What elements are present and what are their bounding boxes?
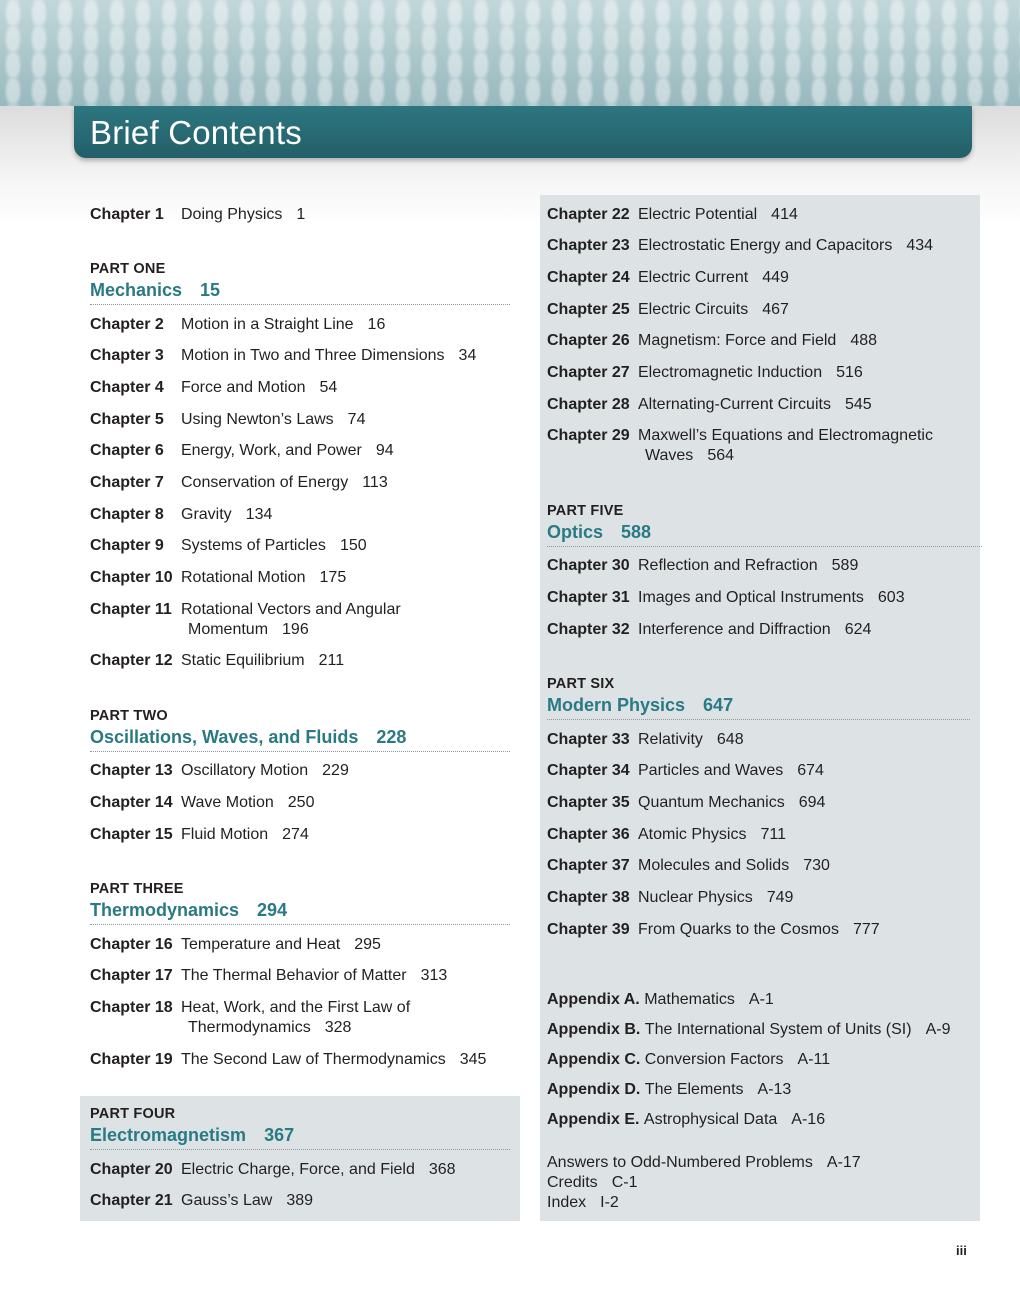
chapter-title: Gauss’s Law (181, 1192, 273, 1209)
chapter-label: Chapter 29 (547, 427, 630, 444)
page-number: A-17 (826, 1154, 861, 1171)
page-number: 603 (877, 589, 905, 606)
chapter-label: Chapter 26 (547, 332, 630, 349)
chapter-label: Chapter 7 (90, 474, 164, 491)
page-number: 564 (707, 447, 735, 464)
chapter-label: Chapter 33 (547, 731, 630, 748)
chapter-title: The Thermal Behavior of Matter (181, 967, 407, 984)
part-label: PART SIX (547, 676, 615, 692)
chapter-label: Chapter 6 (90, 442, 164, 459)
chapter-title: Systems of Particles (181, 537, 326, 554)
part-label: PART FIVE (547, 503, 624, 519)
chapter-label: Chapter 27 (547, 364, 630, 381)
chapter-title: Energy, Work, and Power (181, 442, 362, 459)
chapter-label: Chapter 2 (90, 316, 164, 333)
page-number: 694 (798, 794, 826, 811)
toc-entry[interactable] (90, 378, 337, 398)
chapter-label: Chapter 31 (547, 589, 630, 606)
chapter-title: Oscillatory Motion (181, 762, 309, 779)
chapter-title: Particles and Waves (638, 762, 784, 779)
toc-entry[interactable] (90, 793, 314, 813)
page-number: 434 (906, 237, 934, 254)
chapter-label: Chapter 13 (90, 762, 173, 779)
toc-entry[interactable] (547, 793, 825, 813)
chapter-title: Motion in a Straight Line (181, 316, 354, 333)
toc-entry[interactable] (90, 346, 476, 366)
toc-entry[interactable] (90, 761, 349, 781)
part-title[interactable] (547, 522, 982, 547)
chapter-label: Chapter 32 (547, 621, 630, 638)
chapter-label: Chapter 8 (90, 506, 164, 523)
chapter-title: Images and Optical Instruments (638, 589, 864, 606)
part-title[interactable] (90, 280, 510, 305)
page-number: 467 (762, 301, 789, 318)
back-matter-entry[interactable] (547, 1173, 637, 1193)
appendix-label: Appendix D. (547, 1081, 641, 1098)
chapter-title: Molecules and Solids (638, 857, 790, 874)
page-number: 15 (200, 280, 221, 300)
toc-entry[interactable] (547, 920, 880, 940)
back-matter-title: Credits (547, 1174, 598, 1191)
toc-entry[interactable] (547, 556, 858, 576)
appendix-title: Astrophysical Data (643, 1111, 778, 1128)
appendix-entry[interactable] (547, 1050, 830, 1070)
chapter-label: Chapter 10 (90, 569, 173, 586)
chapter-title-continued: Thermodynamics (188, 1019, 311, 1036)
chapter-title: Rotational Vectors and Angular (181, 601, 401, 618)
appendix-label: Appendix E. (547, 1111, 640, 1128)
chapter-title: Heat, Work, and the First Law of (181, 999, 411, 1016)
chapter-label: Chapter 16 (90, 936, 173, 953)
chapter-label: Chapter 15 (90, 826, 173, 843)
back-matter-title: Index (547, 1194, 587, 1211)
appendix-label: Appendix B. (547, 1021, 641, 1038)
toc-entry[interactable] (547, 363, 863, 383)
chapter-title: The Second Law of Thermodynamics (181, 1051, 446, 1068)
page-number: 345 (459, 1051, 487, 1068)
page-number: 274 (282, 826, 309, 843)
chapter-label: Chapter 28 (547, 396, 630, 413)
part-label: PART ONE (90, 261, 166, 277)
page-number: A-1 (748, 991, 774, 1008)
part-title[interactable] (90, 1125, 510, 1150)
toc-entry[interactable] (90, 1191, 313, 1211)
toc-entry[interactable] (90, 441, 394, 461)
part-title-text: Mechanics (90, 280, 183, 300)
page-number: 711 (760, 826, 786, 843)
chapter-title: Force and Motion (181, 379, 306, 396)
chapter-label: Chapter 30 (547, 557, 630, 574)
appendix-title: The International System of Units (SI) (644, 1021, 912, 1038)
chapter-title: Electric Charge, Force, and Field (181, 1161, 415, 1178)
page-number: 54 (319, 379, 338, 396)
page-number: 647 (703, 695, 734, 715)
chapter-label: Chapter 22 (547, 206, 630, 223)
page-number: 74 (347, 411, 366, 428)
toc-entry[interactable] (90, 536, 367, 556)
chapter-title: Electric Potential (638, 206, 758, 223)
chapter-label: Chapter 18 (90, 999, 173, 1016)
page-number: 648 (716, 731, 744, 748)
part-title[interactable] (547, 695, 970, 720)
toc-entry[interactable] (547, 395, 872, 415)
chapter-label: Chapter 36 (547, 826, 630, 843)
chapter-title: Fluid Motion (181, 826, 269, 843)
chapter-title: Electric Current (638, 269, 749, 286)
appendix-entry[interactable] (547, 1020, 950, 1040)
chapter-title: Quantum Mechanics (638, 794, 785, 811)
toc-entry[interactable] (547, 825, 786, 845)
chapter-title: Magnetism: Force and Field (638, 332, 837, 349)
toc-entry[interactable] (547, 888, 793, 908)
chapter-title: Alternating-Current Circuits (638, 396, 831, 413)
chapter-label: Chapter 4 (90, 379, 164, 396)
chapter-label: Chapter 12 (90, 652, 173, 669)
toc-entry[interactable] (90, 315, 385, 335)
chapter-title: Electric Circuits (638, 301, 749, 318)
page-number: A-9 (925, 1021, 951, 1038)
page-number: 674 (797, 762, 824, 779)
chapter-title-continued: Momentum (188, 621, 269, 638)
back-matter-entry[interactable] (547, 1193, 619, 1213)
part-label: PART TWO (90, 708, 168, 724)
toc-entry[interactable] (90, 1160, 456, 1180)
toc-entry[interactable] (547, 331, 877, 351)
part-title[interactable] (90, 900, 510, 925)
page-number: 488 (850, 332, 878, 349)
page-number: A-11 (797, 1051, 831, 1068)
chapter-title: Atomic Physics (638, 826, 747, 843)
page-number: 175 (319, 569, 347, 586)
part-title-text: Modern Physics (547, 695, 686, 715)
chapter-label: Chapter 38 (547, 889, 630, 906)
page-number: 250 (287, 794, 315, 811)
page-number: 777 (852, 921, 880, 938)
appendix-label: Appendix A. (547, 991, 640, 1008)
chapter-title: Electromagnetic Induction (638, 364, 823, 381)
page-number: A-16 (791, 1111, 826, 1128)
back-matter-entry[interactable] (547, 1153, 861, 1173)
title-bar (74, 106, 972, 158)
page-number: 34 (458, 347, 477, 364)
page-number: 730 (803, 857, 830, 874)
toc-entry[interactable] (547, 300, 789, 320)
page-number: 368 (428, 1161, 456, 1178)
page-number: 196 (282, 621, 309, 638)
page-number: 211 (318, 652, 345, 669)
chapter-title: Motion in Two and Three Dimensions (181, 347, 445, 364)
page-number: 16 (367, 316, 386, 333)
toc-entry[interactable] (547, 236, 933, 256)
toc-entry[interactable] (90, 473, 388, 493)
chapter-title: Wave Motion (181, 794, 274, 811)
chapter-label: Chapter 1 (90, 206, 164, 223)
appendix-entry[interactable] (547, 1110, 825, 1130)
toc-entry[interactable] (90, 935, 381, 955)
toc-entry[interactable] (90, 600, 401, 640)
page-number: 545 (844, 396, 872, 413)
toc-entry[interactable] (547, 620, 871, 640)
chapter-label: Chapter 11 (90, 601, 172, 618)
part-label: PART FOUR (90, 1106, 176, 1122)
page-title: Brief Contents (90, 114, 302, 151)
part-title-text: Optics (547, 522, 604, 542)
chapter-title: Using Newton’s Laws (181, 411, 334, 428)
toc-entry[interactable] (90, 966, 447, 986)
chapter-label: Chapter 19 (90, 1051, 173, 1068)
chapter-title-continued: Waves (645, 447, 694, 464)
part-title-text: Oscillations, Waves, and Fluids (90, 727, 359, 747)
page-number: 389 (286, 1192, 314, 1209)
chapter-label: Chapter 5 (90, 411, 164, 428)
part-title-text: Thermodynamics (90, 900, 240, 920)
toc-entry[interactable] (90, 825, 309, 845)
chapter-label: Chapter 25 (547, 301, 630, 318)
appendix-entry[interactable] (547, 1080, 791, 1100)
part-label: PART THREE (90, 881, 184, 897)
toc-entry[interactable] (547, 205, 798, 225)
toc-entry[interactable] (90, 505, 272, 525)
page-number: 294 (257, 900, 288, 920)
page-number: 295 (354, 936, 381, 953)
chapter-label: Chapter 35 (547, 794, 630, 811)
chapter-label: Chapter 14 (90, 794, 173, 811)
page-number: 749 (766, 889, 794, 906)
toc-entry[interactable] (90, 651, 344, 671)
page-number: 624 (844, 621, 872, 638)
part-title-text: Electromagnetism (90, 1125, 247, 1145)
page-number: 313 (420, 967, 448, 984)
chapter-title: From Quarks to the Cosmos (638, 921, 839, 938)
page-folio: iii (956, 1243, 967, 1258)
page-number: 449 (762, 269, 789, 286)
toc-entry[interactable] (547, 730, 744, 750)
appendix-entry[interactable] (547, 990, 774, 1010)
page-number: 229 (322, 762, 349, 779)
chapter-title: Temperature and Heat (181, 936, 341, 953)
page-number: I-2 (600, 1194, 619, 1211)
toc-entry[interactable] (90, 1050, 486, 1070)
chapter-label: Chapter 3 (90, 347, 164, 364)
chapter-title: Interference and Diffraction (638, 621, 831, 638)
page-number: 588 (621, 522, 652, 542)
page-number: 1 (296, 206, 306, 223)
toc-entry[interactable] (547, 761, 824, 781)
chapter-title: Nuclear Physics (638, 889, 753, 906)
page-number: 228 (376, 727, 407, 747)
chapter-label: Chapter 21 (90, 1192, 173, 1209)
chapter-title: Maxwell’s Equations and Electromagnetic (638, 427, 933, 444)
page-number: 94 (375, 442, 394, 459)
page-number: 113 (362, 474, 388, 491)
page-number: 328 (324, 1019, 352, 1036)
chapter-title: Doing Physics (181, 206, 283, 223)
page-number: 414 (771, 206, 798, 223)
header-banner-background (0, 0, 1020, 106)
toc-entry[interactable] (547, 856, 830, 876)
page-number: 516 (836, 364, 863, 381)
chapter-label: Chapter 17 (90, 967, 173, 984)
toc-entry[interactable] (90, 568, 346, 588)
appendix-label: Appendix C. (547, 1051, 641, 1068)
chapter-label: Chapter 39 (547, 921, 630, 938)
chapter-title: Reflection and Refraction (638, 557, 818, 574)
chapter-label: Chapter 9 (90, 537, 164, 554)
toc-entry[interactable] (547, 426, 933, 466)
page-number: 134 (245, 506, 273, 523)
chapter-title: Rotational Motion (181, 569, 306, 586)
chapter-label: Chapter 37 (547, 857, 630, 874)
chapter-label: Chapter 23 (547, 237, 630, 254)
toc-entry[interactable] (547, 268, 789, 288)
chapter-label: Chapter 34 (547, 762, 630, 779)
toc-entry[interactable] (90, 998, 410, 1038)
chapter-title: Electrostatic Energy and Capacitors (638, 237, 893, 254)
part-title[interactable] (90, 727, 510, 752)
chapter-label: Chapter 24 (547, 269, 630, 286)
back-matter-title: Answers to Odd-Numbered Problems (547, 1154, 813, 1171)
toc-entry[interactable] (90, 205, 305, 225)
chapter-title: Gravity (181, 506, 232, 523)
appendix-title: Mathematics (644, 991, 735, 1008)
appendix-title: Conversion Factors (644, 1051, 784, 1068)
toc-entry[interactable] (547, 588, 905, 608)
chapter-title: Static Equilibrium (181, 652, 305, 669)
page-number: C-1 (611, 1174, 638, 1191)
page-number: A-13 (757, 1081, 792, 1098)
toc-entry[interactable] (90, 410, 365, 430)
chapter-title: Relativity (638, 731, 703, 748)
page-number: 150 (339, 537, 367, 554)
page-number: 589 (831, 557, 859, 574)
page-number: 367 (264, 1125, 295, 1145)
appendix-title: The Elements (644, 1081, 744, 1098)
chapter-title: Conservation of Energy (181, 474, 349, 491)
chapter-label: Chapter 20 (90, 1161, 173, 1178)
